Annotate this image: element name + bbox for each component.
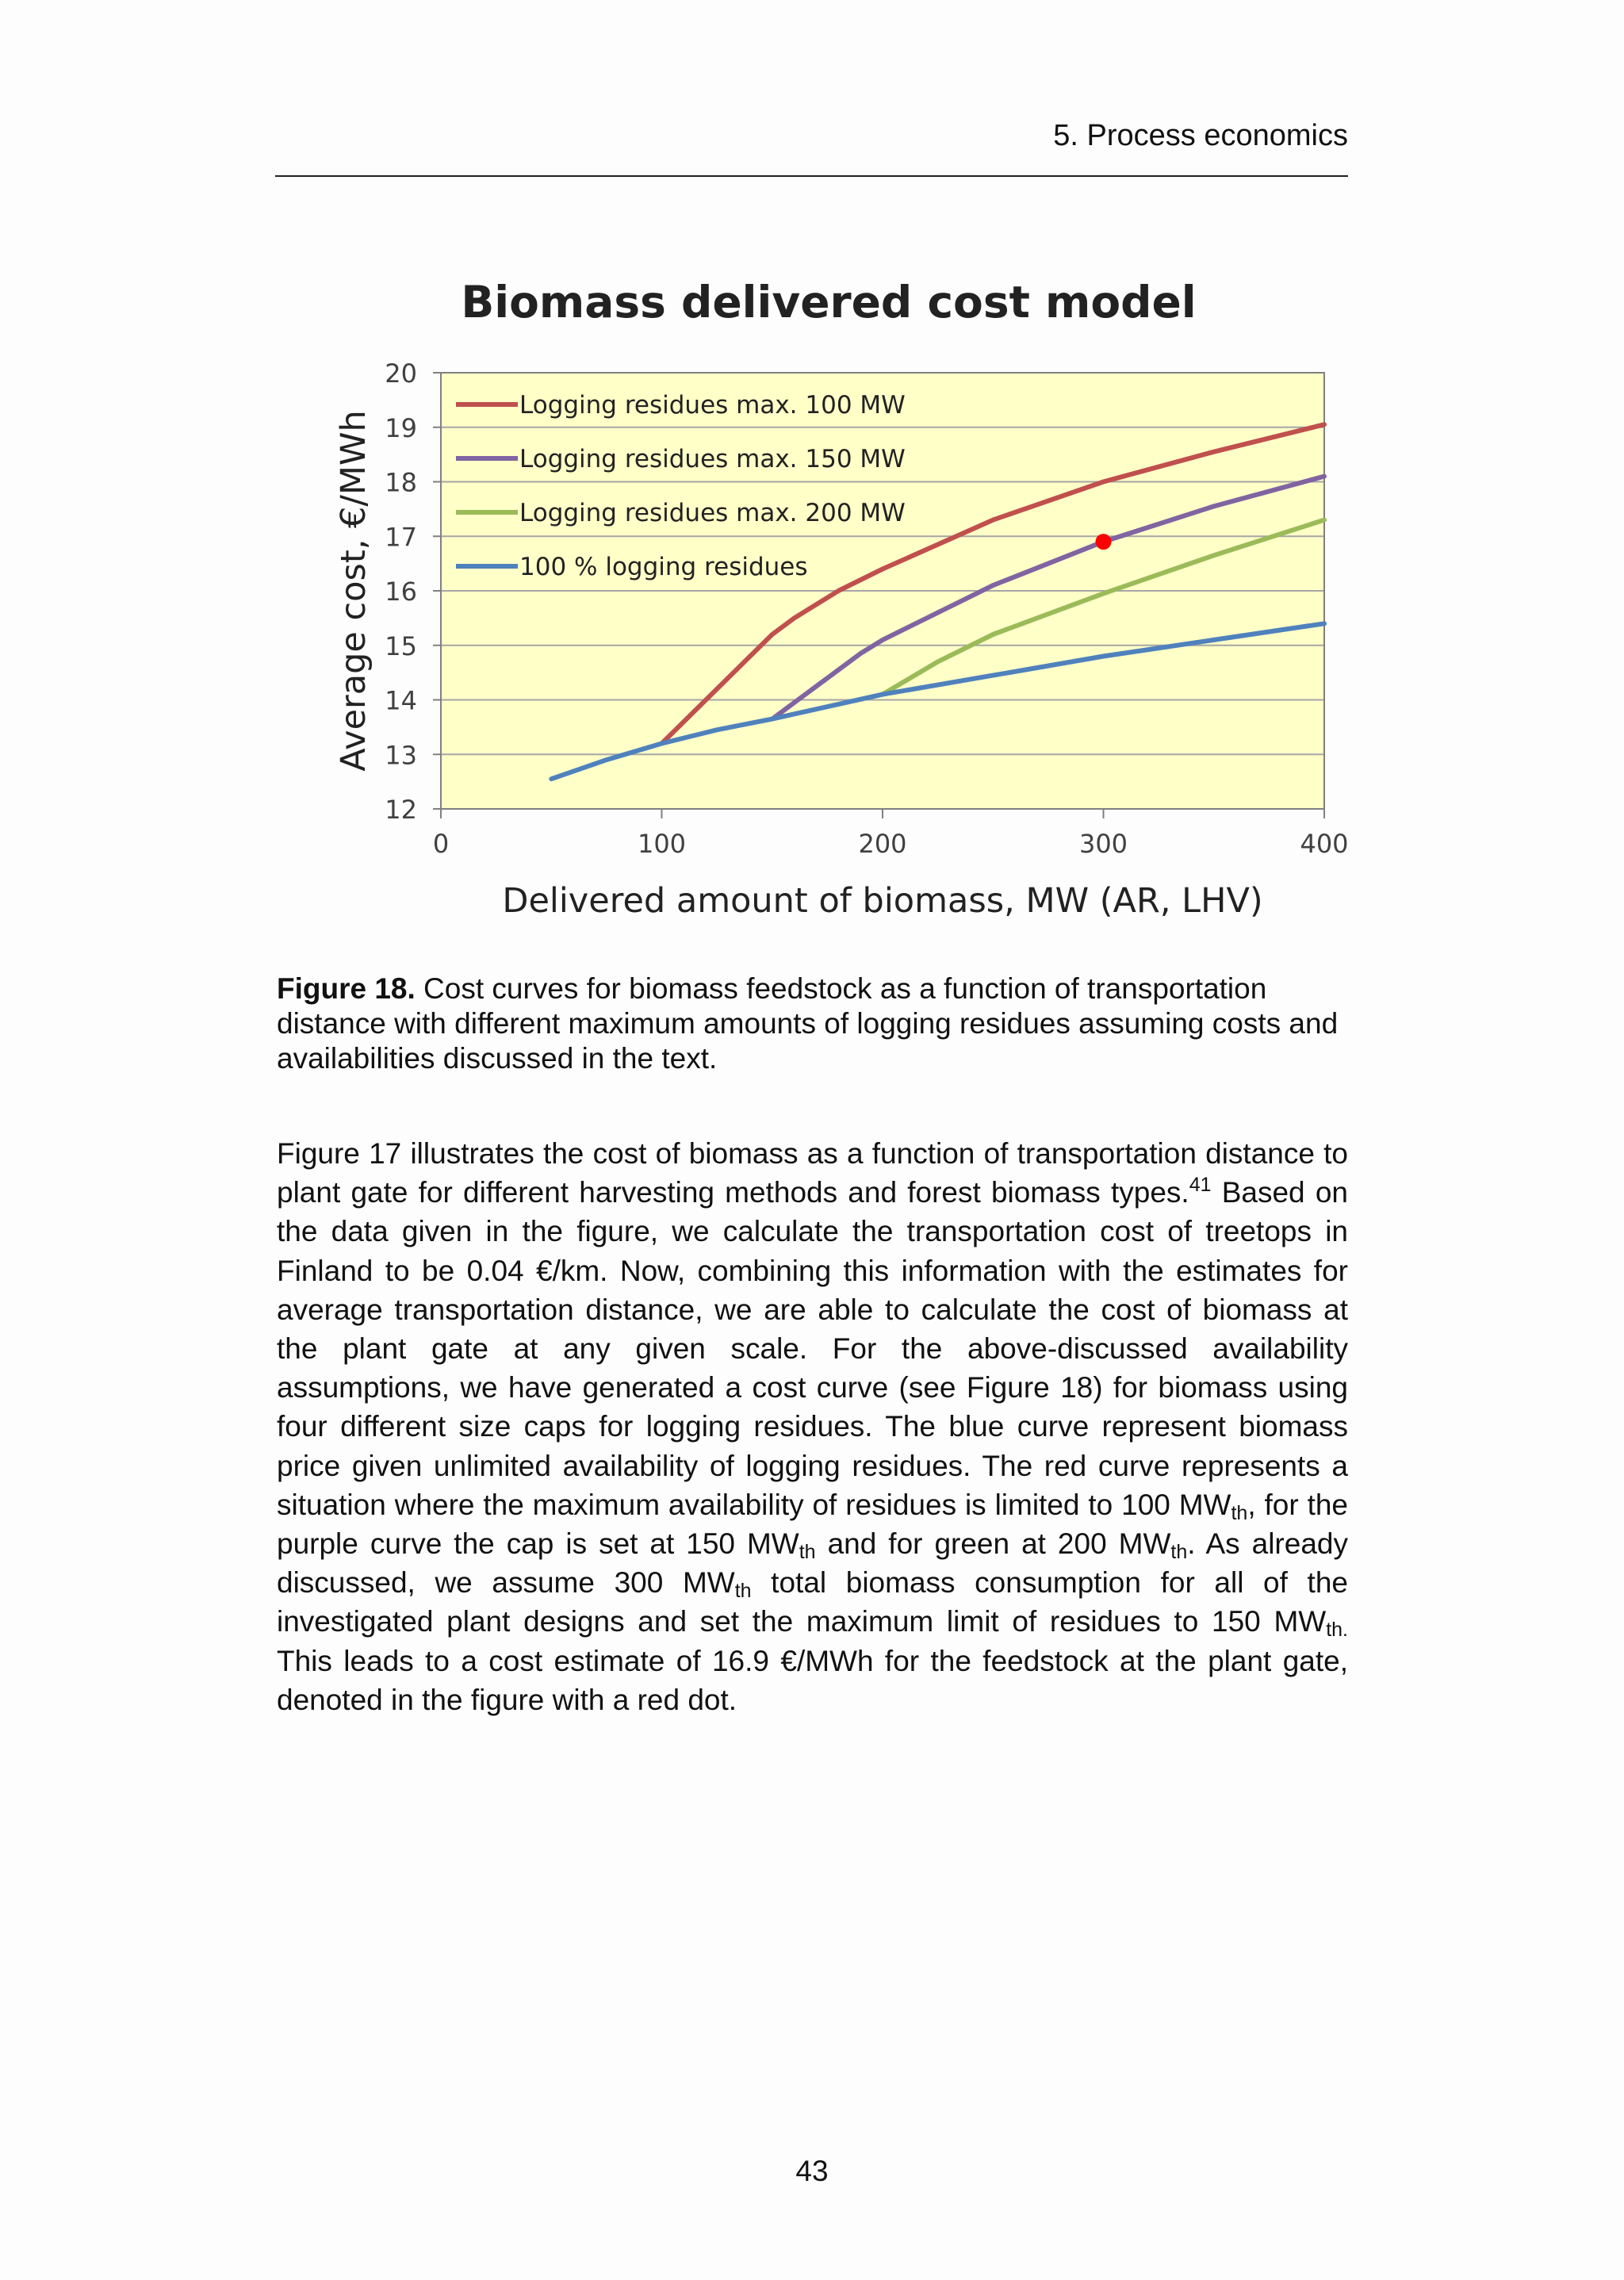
legend-label-4: 100 % logging residues xyxy=(519,553,808,581)
y-tick-label: 12 xyxy=(385,795,417,825)
subscript-th: th xyxy=(734,1580,752,1603)
x-tick-label: 200 xyxy=(858,829,907,859)
body-sentence-5: . As already discussed, we assume 300 MW xyxy=(277,1527,1348,1600)
red-dot-marker xyxy=(1096,534,1112,550)
y-tick-label: 13 xyxy=(385,740,417,771)
legend-label-2: Logging residues max. 150 MW xyxy=(519,445,906,473)
body-sentence-2: Based on the data given in the figure, we calculate the transportation cost of treetops in Finland to be 0.04 €/km. Now, combining this information with the estimates for average transportation distance, we are able to calculate the cost of biomass at the plant gate at any given scale. For the above-discussed availability assumptions, we have generated a cost curve (see Figure 18) for biomass using four different size caps for logging residues. The blue curve represent biomass price given unlimited availability of logging residues. The red curve represents a situation where the maximum availability of residues is limited to 100 MW xyxy=(277,1176,1348,1521)
body-paragraph xyxy=(277,1134,1348,1719)
cost-chart xyxy=(317,270,1372,936)
y-tick-label: 16 xyxy=(385,577,417,607)
subscript-th: th xyxy=(799,1541,816,1564)
subscript-th: th. xyxy=(1326,1619,1348,1642)
body-sentence-1: Figure 17 illustrates the cost of biomass as a function of transportation distance to plant gate for different harvesting methods and forest biomass types. xyxy=(277,1137,1348,1209)
caption-text: Cost curves for biomass feedstock as a function of transportation distance with different maximum amounts of logging residues assuming costs and availabilities discussed in the text. xyxy=(277,972,1339,1075)
caption-label: Figure 18. xyxy=(277,972,416,1005)
y-tick-label: 17 xyxy=(385,522,417,553)
body-sentence-4: and for green at 200 MW xyxy=(815,1527,1171,1561)
y-axis-label: Average cost, €/MWh xyxy=(334,410,373,772)
y-tick-label: 19 xyxy=(385,412,417,443)
figure-caption xyxy=(277,971,1348,1076)
y-tick-label: 15 xyxy=(385,630,417,661)
x-tick-label: 100 xyxy=(637,829,687,859)
figure-18 xyxy=(317,270,1372,936)
subscript-th: th xyxy=(1231,1501,1248,1524)
x-tick-label: 400 xyxy=(1300,829,1349,859)
page-number: 43 xyxy=(795,2155,829,2187)
running-head: 5. Process economics xyxy=(1053,119,1348,152)
body-sentence-6: total biomass consumption for all of the investigated plant designs and set the maximum limit of residues to 150 MW xyxy=(277,1566,1348,1638)
x-tick-label: 0 xyxy=(432,829,450,859)
body-sentence-3: , for the purple curve the cap is set at 150 MW xyxy=(277,1488,1349,1561)
legend-label-3: Logging residues max. 200 MW xyxy=(519,499,906,527)
y-tick-label: 14 xyxy=(385,685,417,716)
x-axis-label: Delivered amount of biomass, MW (AR, LHV) xyxy=(502,881,1263,921)
body-sentence-7: This leads to a cost estimate of 16.9 €/MWh for the feedstock at the plant gate, denoted in the figure with a red dot. xyxy=(277,1644,1348,1716)
legend-label-1: Logging residues max. 100 MW xyxy=(519,391,906,420)
chart-title: Biomass delivered cost model xyxy=(461,277,1197,328)
subscript-th: th xyxy=(1170,1541,1188,1564)
x-tick-label: 300 xyxy=(1078,829,1128,859)
y-tick-label: 18 xyxy=(385,467,417,498)
reference-41: 41 xyxy=(1189,1174,1212,1197)
header-rule xyxy=(275,175,1348,177)
y-tick-label: 20 xyxy=(385,358,417,389)
